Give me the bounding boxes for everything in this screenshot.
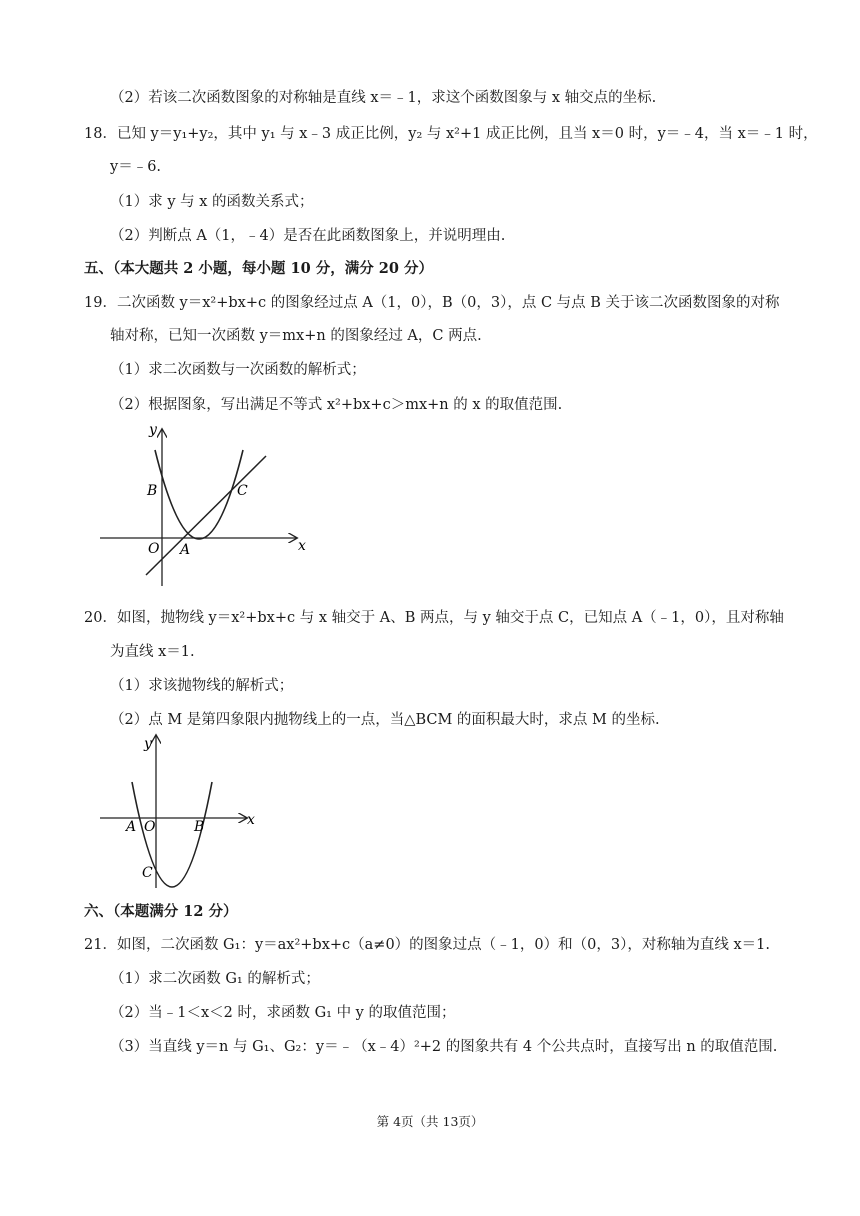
point-b-label: B	[194, 819, 205, 835]
x-axis-label: x	[298, 538, 306, 554]
q18-stem: 18．已知 y＝y₁+y₂，其中 y₁ 与 x﹣3 成正比例，y₂ 与 x²+1 成正比例，且当 x＝0 时，y＝﹣4，当 x＝﹣1 时，	[84, 126, 818, 142]
q20-figure	[96, 732, 266, 892]
origin-label: O	[148, 541, 160, 557]
q19-part2: （2）根据图象，写出满足不等式 x²+bx+c＞mx+n 的 x 的取值范围.	[110, 397, 563, 413]
point-a-label: A	[126, 819, 137, 835]
q19-stem-cont: 轴对称，已知一次函数 y＝mx+n 的图象经过 A，C 两点.	[110, 328, 482, 344]
y-axis-label: y	[144, 736, 152, 752]
q19-stem: 19．二次函数 y＝x²+bx+c 的图象经过点 A（1，0），B（0，3），点 C 与点 B 关于该二次函数图象的对称	[84, 295, 780, 311]
parabola-curve	[155, 450, 243, 539]
q19-part1: （1）求二次函数与一次函数的解析式；	[110, 362, 366, 378]
section-5-heading: 五、（本大题共 2 小题，每小题 10 分，满分 20 分）	[84, 260, 433, 277]
q18-stem-cont: y＝﹣6.	[110, 159, 162, 175]
page-footer: 第 4页（共 13页）	[376, 1114, 484, 1129]
q21-part1: （1）求二次函数 G₁ 的解析式；	[110, 971, 320, 987]
point-c-label: C	[237, 483, 248, 499]
origin-label: O	[144, 819, 156, 835]
y-axis-label: y	[149, 422, 157, 438]
linear-function-line	[146, 456, 266, 575]
q21-part2: （2）当﹣1＜x＜2 时，求函数 G₁ 中 y 的取值范围；	[110, 1005, 456, 1021]
q18-part2: （2）判断点 A（1，﹣4）是否在此函数图象上，并说明理由.	[110, 228, 506, 244]
q21-stem: 21．如图，二次函数 G₁：y＝ax²+bx+c（a≠0）的图象过点（﹣1，0）和（0，3），对称轴为直线 x＝1.	[84, 937, 770, 953]
q20-stem: 20．如图，抛物线 y＝x²+bx+c 与 x 轴交于 A、B 两点，与 y 轴交于点 C，已知点 A（﹣1，0），且对称轴	[84, 610, 784, 626]
point-b-label: B	[147, 483, 158, 499]
point-a-label: A	[180, 542, 191, 558]
point-c-label: C	[142, 865, 153, 881]
q20-stem-cont: 为直线 x＝1.	[110, 644, 195, 660]
q18-part1: （1）求 y 与 x 的函数关系式；	[110, 194, 314, 210]
q21-part3: （3）当直线 y＝n 与 G₁、G₂：y＝﹣（x﹣4）²+2 的图象共有 4 个公共点时，直接写出 n 的取值范围.	[110, 1039, 778, 1055]
section-6-heading: 六、（本题满分 12 分）	[84, 903, 238, 920]
q20-part2: （2）点 M 是第四象限内抛物线上的一点，当△BCM 的面积最大时，求点 M 的坐标.	[110, 712, 660, 728]
q19-figure	[96, 422, 316, 592]
x-axis-label: x	[247, 812, 255, 828]
q17-part2: （2）若该二次函数图象的对称轴是直线 x＝﹣1，求这个函数图象与 x 轴交点的坐标.	[110, 90, 657, 106]
q20-part1: （1）求该抛物线的解析式；	[110, 678, 294, 694]
